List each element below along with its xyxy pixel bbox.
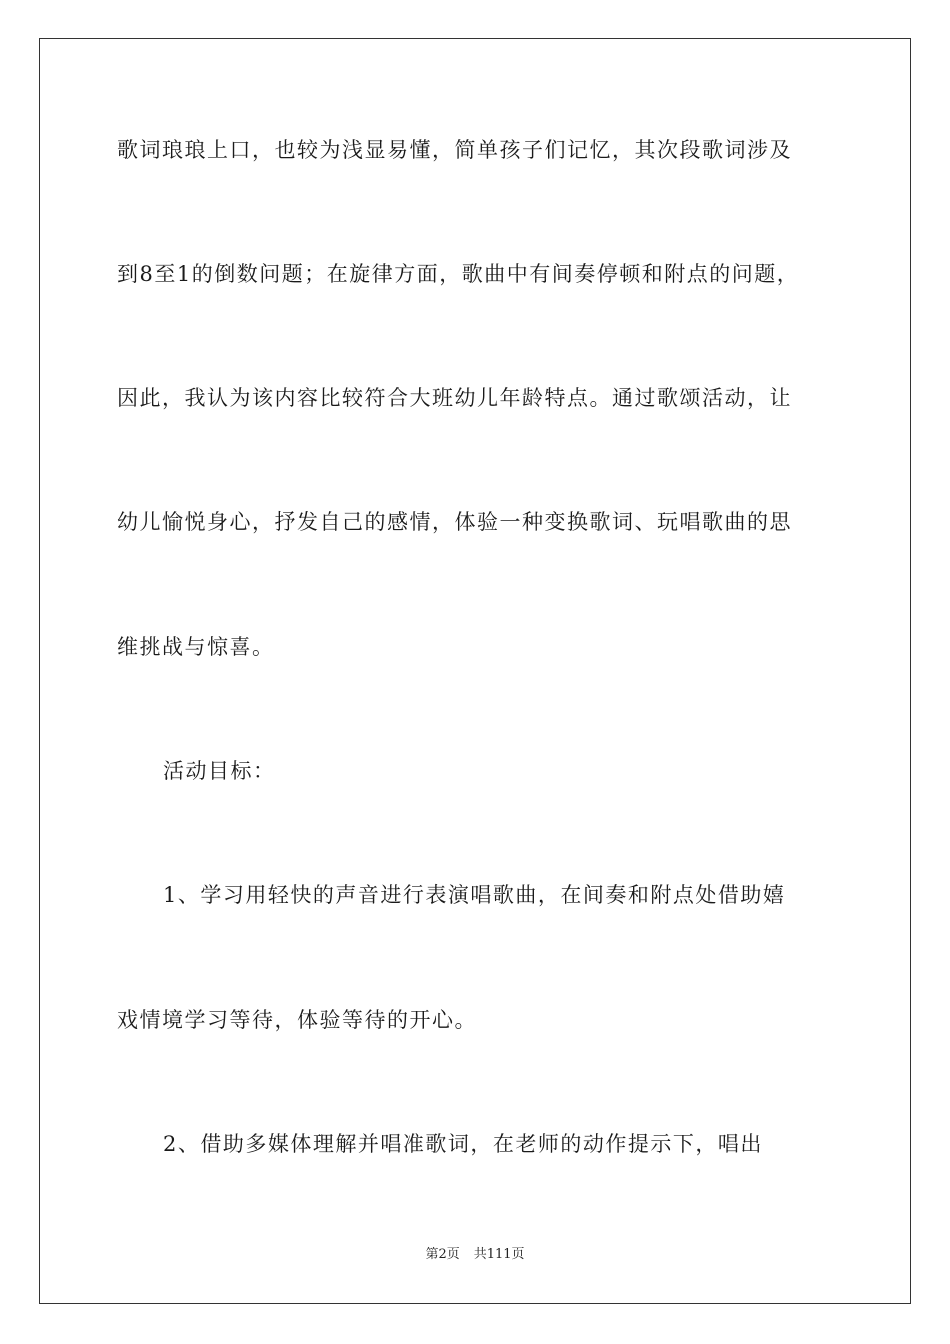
body-text-line: 维挑战与惊喜。 [117, 635, 275, 659]
page-frame [39, 38, 911, 1304]
page-total: 共111页 [473, 1247, 525, 1262]
body-text-line: 到8至1的倒数问题；在旋律方面，歌曲中有间奏停顿和附点的问题， [117, 262, 800, 286]
list-item-text: 1、学习用轻快的声音进行表演唱歌曲，在间奏和附点处借助嬉 [163, 883, 786, 907]
body-text-line: 幼儿愉悦身心，抒发自己的感情，体验一种变换歌词、玩唱歌曲的思 [117, 510, 792, 534]
page-footer [0, 1246, 950, 1264]
list-item-text: 戏情境学习等待，体验等待的开心。 [117, 1008, 477, 1032]
body-text-line: 因此，我认为该内容比较符合大班幼儿年龄特点。通过歌颂活动，让 [117, 386, 792, 410]
list-item-text: 2、借助多媒体理解并唱准歌词，在老师的动作提示下，唱出 [163, 1132, 763, 1156]
page-number: 第2页 [425, 1247, 460, 1262]
body-text-line: 歌词琅琅上口，也较为浅显易懂，简单孩子们记忆，其次段歌词涉及 [117, 138, 792, 162]
section-heading: 活动目标： [163, 759, 276, 783]
